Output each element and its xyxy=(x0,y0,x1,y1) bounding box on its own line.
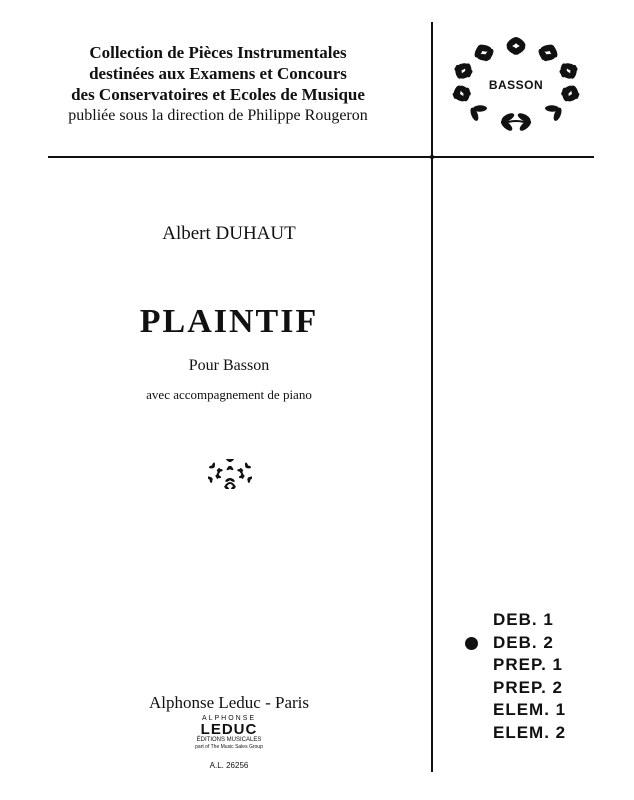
accompaniment-line: avec accompagnement de piano xyxy=(146,387,312,402)
level-item: PREP. 2 xyxy=(493,677,564,697)
level-item: ELEM. 2 xyxy=(493,722,567,742)
instrument-line: Pour Basson xyxy=(188,357,270,374)
logo-group-text: part of The Music Sales Group xyxy=(195,744,263,750)
logo-main-text: LEDUC xyxy=(200,721,258,738)
vertical-rule xyxy=(431,22,433,772)
series-line-4: publiée sous la direction de Philippe Rougeron xyxy=(68,107,368,124)
series-header xyxy=(40,42,396,126)
publisher-logo xyxy=(186,715,272,750)
piece-title: PLAINTIF xyxy=(139,303,319,340)
instrument-label: BASSON xyxy=(488,78,544,92)
level-item: DEB. 1 xyxy=(493,610,554,629)
series-line-3: des Conservatoires et Ecoles de Musique xyxy=(71,85,365,104)
level-item: ELEM. 1 xyxy=(493,700,567,719)
series-line-1: Collection de Pièces Instrumentales xyxy=(89,43,347,62)
composer-name: Albert DUHAUT xyxy=(162,223,296,244)
instrument-badge xyxy=(446,34,586,134)
series-line-2: destinées aux Examens et Concours xyxy=(89,64,347,83)
level-list xyxy=(493,609,566,744)
logo-top-text: ALPHONSE xyxy=(201,715,257,722)
catalog-number: A.L. 26256 xyxy=(209,761,249,770)
small-wreath-icon xyxy=(208,459,252,489)
publisher-line: Alphonse Leduc - Paris xyxy=(148,693,310,712)
level-item: DEB. 2 xyxy=(493,632,566,655)
logo-sub-text: ÉDITIONS MUSICALES xyxy=(196,737,262,743)
selected-level-dot xyxy=(465,637,478,650)
corner-ornament-icon xyxy=(421,146,443,168)
horizontal-rule xyxy=(48,156,594,158)
level-item: PREP. 1 xyxy=(493,655,564,674)
